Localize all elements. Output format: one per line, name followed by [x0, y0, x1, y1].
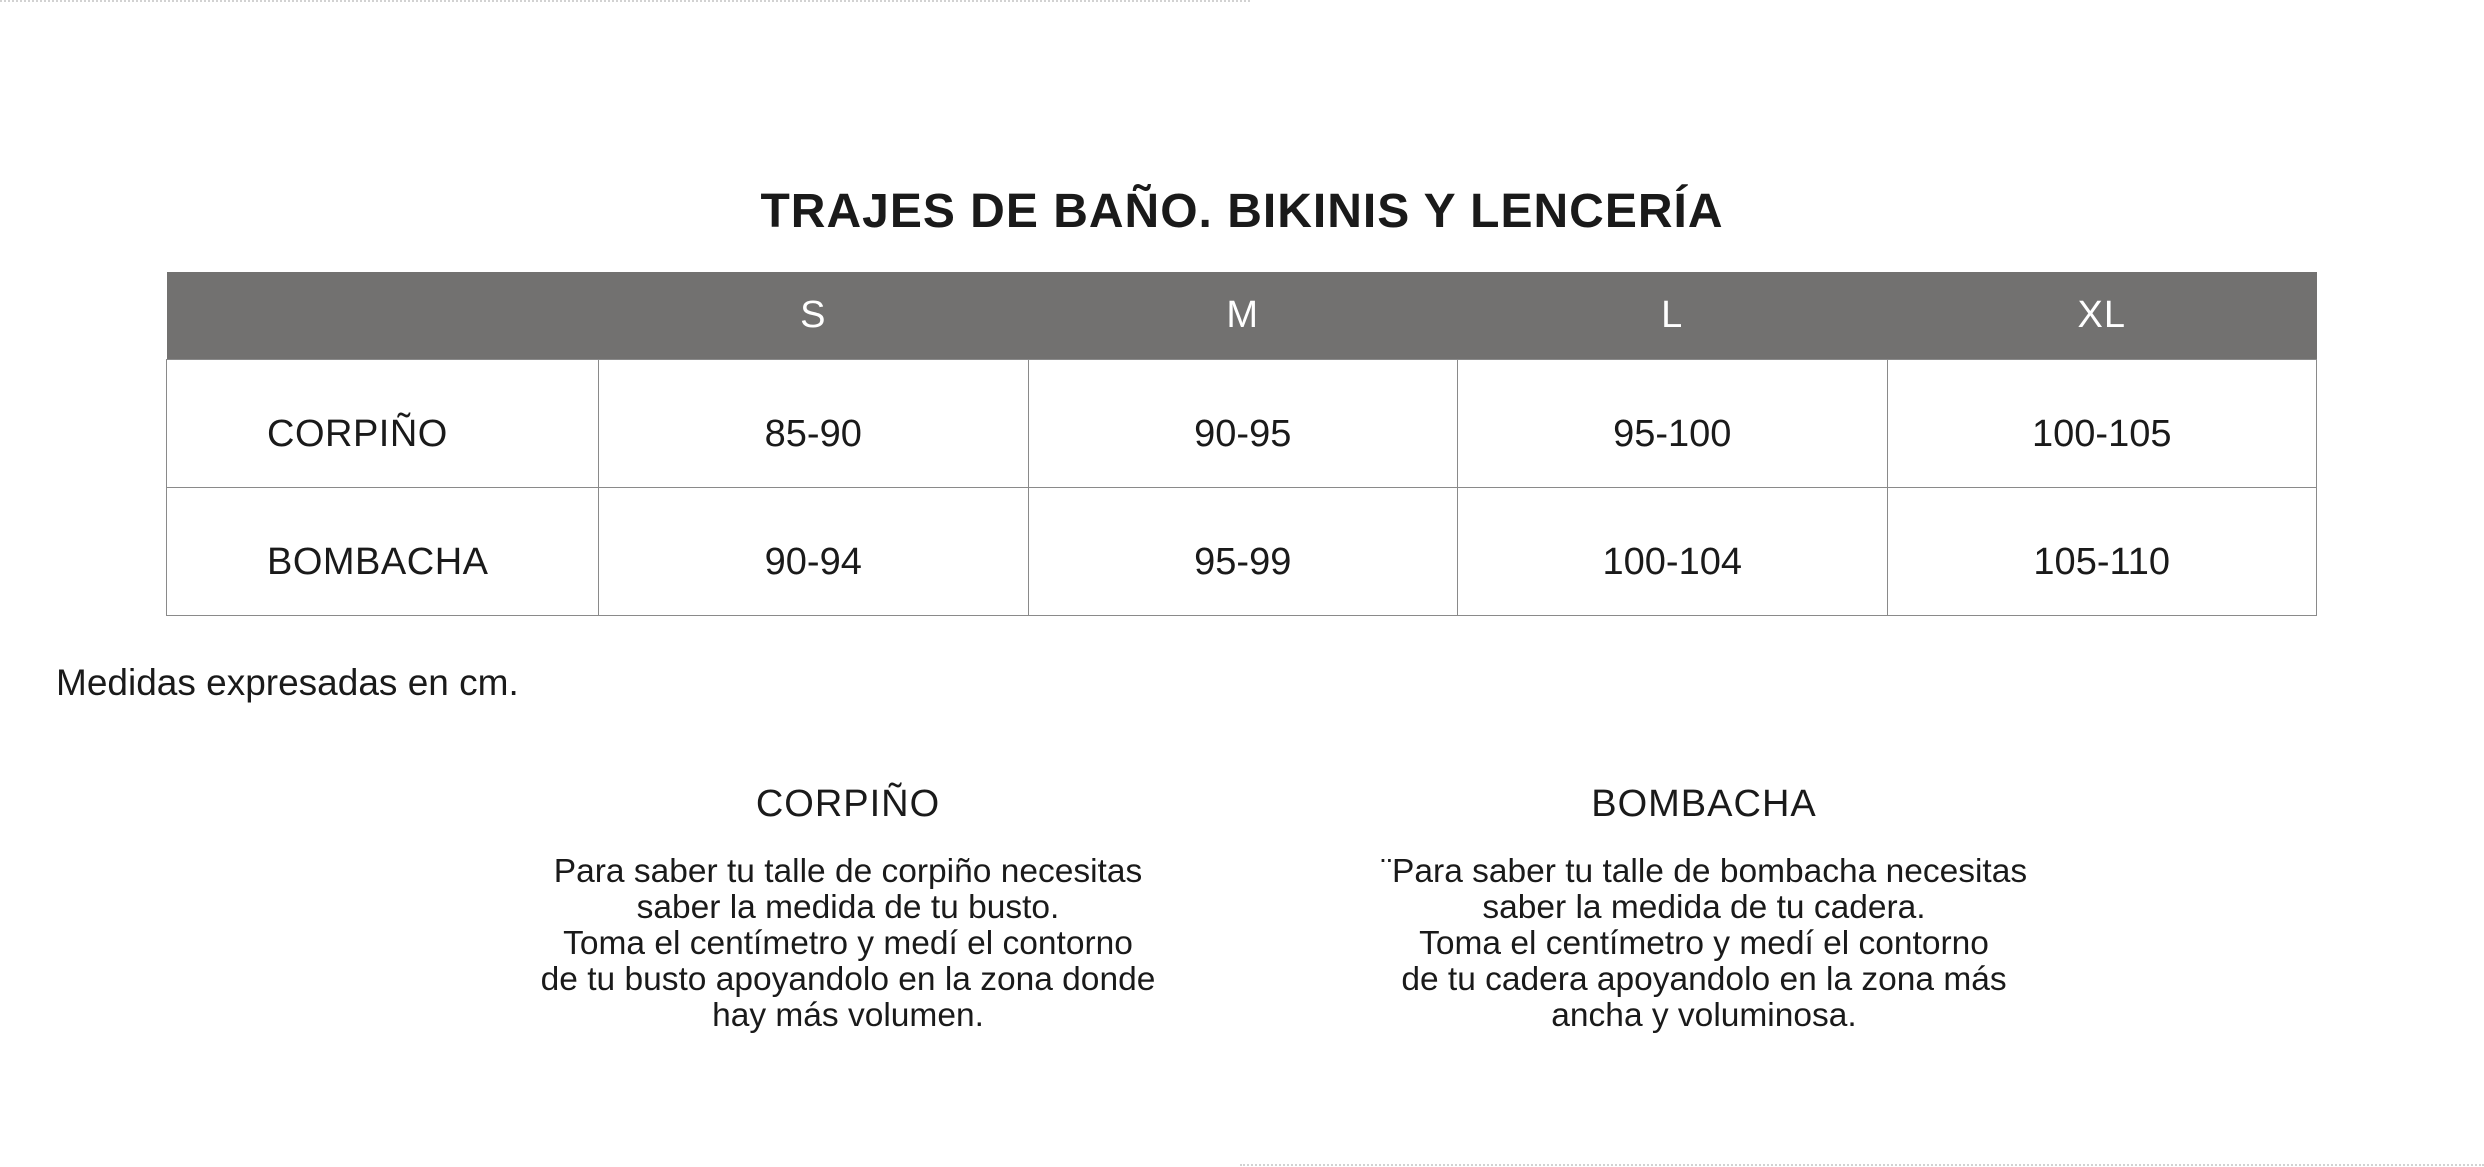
table-header-row [167, 272, 2317, 360]
table-row [167, 360, 2317, 488]
bombacha-instructions [1324, 780, 2084, 1034]
table-row [167, 488, 2317, 616]
instruction-line: saber la medida de tu cadera. [1482, 889, 1926, 926]
header-cell-xl: XL [1887, 272, 2317, 360]
instruction-line: ¨Para saber tu talle de bombacha necesitas [1380, 853, 2028, 890]
table-cell: 100-105 [1887, 360, 2317, 488]
row-label-corpino: CORPIÑO [167, 360, 599, 488]
instruction-line: saber la medida de tu busto. [636, 889, 1060, 926]
table-cell: 95-99 [1028, 488, 1458, 616]
table-cell: 90-94 [599, 488, 1029, 616]
corpino-instructions-title: CORPIÑO [755, 783, 941, 825]
header-cell-l: L [1458, 272, 1888, 360]
top-dotted-divider [0, 0, 1250, 2]
instruction-line: hay más volumen. [712, 997, 984, 1034]
table-cell: 85-90 [599, 360, 1029, 488]
instruction-line: ancha y voluminosa. [1551, 997, 1857, 1034]
row-label-bombacha: BOMBACHA [167, 488, 599, 616]
instruction-line: Toma el centímetro y medí el contorno [1419, 925, 1989, 962]
page-title: TRAJES DE BAÑO. BIKINIS Y LENCERÍA [760, 185, 1724, 239]
bombacha-instructions-title: BOMBACHA [1591, 783, 1817, 825]
table-cell: 90-95 [1028, 360, 1458, 488]
header-cell-empty [167, 272, 599, 360]
size-chart-table [166, 272, 2317, 616]
header-cell-s: S [599, 272, 1029, 360]
instruction-line: de tu cadera apoyandolo en la zona más [1401, 961, 2007, 998]
header-cell-m: M [1028, 272, 1458, 360]
bottom-dotted-divider [1240, 1164, 2484, 1166]
instruction-line: Para saber tu talle de corpiño necesitas [553, 853, 1143, 890]
measurement-units-note: Medidas expresadas en cm. [56, 662, 519, 703]
table-cell: 105-110 [1887, 488, 2317, 616]
corpino-instructions [468, 780, 1228, 1034]
table-cell: 100-104 [1458, 488, 1888, 616]
instruction-line: Toma el centímetro y medí el contorno [563, 925, 1133, 962]
table-cell: 95-100 [1458, 360, 1888, 488]
instruction-line: de tu busto apoyandolo en la zona donde [540, 961, 1156, 998]
